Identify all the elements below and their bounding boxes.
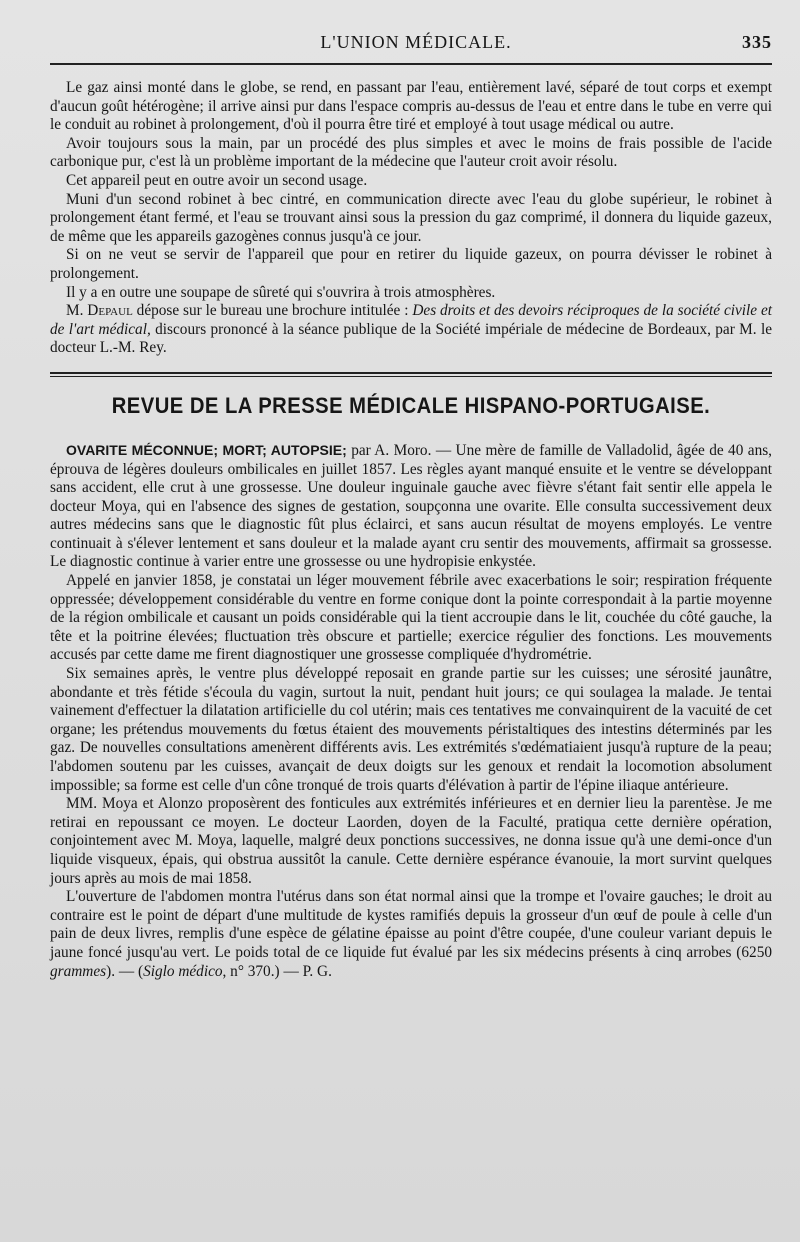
paragraph xyxy=(50,441,772,572)
paragraph-text: ). — ( xyxy=(106,962,144,980)
paragraph-text: par A. Moro. — Une mère de famille de Valladolid, âgée de 40 ans, éprouva de légères douleurs ombilicales en juillet 1857. Les règles ayant manqué ensuite et le ventre se développant sans accident, elle crut à une grossesse. Une douleur inguinale gauche avec fièvre s'étant fait sentir elle appela le docteur Moya, qui en l'absence des signes de gestation, soupçonna une ovarite. Elle consulta successivement deux autres médecins sans que le diagnostic fût plus éclairci, et sans aucun résultat de moyens employés. Le ventre continuait à s'élever lentement et sans douleur et la malade ayant cru sentir des mouvements, affirmait sa grossesse. Le diagnostic continue à varier entre une grossesse ou une hydropisie enkystée. xyxy=(50,441,772,571)
paragraph: Appelé en janvier 1858, je constatai un léger mouvement fébrile avec exacerbations le soir; respiration fréquente oppressée; développement considérable du ventre en forme conique dont la pointe correspondait à la partie moyenne de la région ombilicale et causant un poids considérable qui la tient accroupie dans le lit, couchée du côté gauche, la tête et la poitrine élevées; fluctuation très obscure et partielle; exercice régulier des fonctions. Les mouvements accusés par cette dame me firent diagnostiquer une grossesse compliquée d'hydrométrie. xyxy=(50,572,772,664)
running-header xyxy=(50,32,772,53)
source-title: Siglo médico xyxy=(143,962,223,980)
paragraph: MM. Moya et Alonzo proposèrent des fonticules aux extrémités inférieures et en dernier lieu la parentèse. Je me retirai en repoussant ce moyen. Le docteur Laorden, doyen de la Faculté, pratiqua cette dernière opération, conjointement avec M. Moya, laquelle, malgré deux ponctions successives, ne donna issue qu'à une demi-once d'un liquide visqueux, épais, qui obstrua aussitôt la canule. Cette dernière espérance évanouie, la mort survint quelques jours après au mois de mai 1858. xyxy=(50,795,772,887)
intro-text xyxy=(50,79,772,358)
paragraph xyxy=(50,302,772,358)
paragraph: Le gaz ainsi monté dans le globe, se rend, en passant par l'eau, entièrement lavé, séparé de tout corps et exempt d'aucun goût hétérogène; il arrive ainsi pur dans l'espace compris au-dessus de l'eau et entre dans le tube en verre qui le conduit au robinet à prolongement, d'où il pourra être tiré et employé à tout usage médical ou autre. xyxy=(50,79,772,134)
section-title: REVUE DE LA PRESSE MÉDICALE HISPANO-PORTUGAISE. xyxy=(111,392,711,418)
paragraph: Si on ne veut se servir de l'appareil que pour en retirer du liquide gazeux, on pourra dévisser le robinet à prolongement. xyxy=(50,246,772,282)
paragraph: Muni d'un second robinet à bec cintré, en communication directe avec l'eau du globe supérieur, le robinet à prolongement étant fermé, et l'eau se trouvant ainsi sous la pression du gaz comprimé, il donnera du liquide gazeux, de même que les appareils gazogènes connus jusqu'à ce jour. xyxy=(50,190,772,245)
unit-text: grammes xyxy=(50,962,107,980)
article-lead: OVARITE MÉCONNUE; MORT; AUTOPSIE; xyxy=(66,441,347,458)
paragraph-text: dépose sur le bureau une brochure intitulée : xyxy=(132,302,413,320)
journal-title: L'UNION MÉDICALE. xyxy=(320,32,512,52)
paragraph: Avoir toujours sous la main, par un procédé des plus simples et avec le moins de frais possible de l'acide carbonique pur, c'est là un problème important de la médecine que l'auteur croit avoir résolu. xyxy=(50,134,772,171)
paragraph xyxy=(50,888,772,981)
header-rule xyxy=(50,63,772,65)
speaker-name: M. Depaul xyxy=(66,302,133,320)
paragraph: Il y a en outre une soupape de sûreté qui s'ouvrira à trois atmosphères. xyxy=(66,283,496,301)
page-number: 335 xyxy=(742,32,772,52)
paragraph: Cet appareil peut en outre avoir un second usage. xyxy=(66,171,368,189)
section-divider xyxy=(50,372,772,377)
paragraph-text: , n° 370.) — P. G. xyxy=(222,962,332,980)
paragraph-text: L'ouverture de l'abdomen montra l'utérus dans son état normal ainsi que la trompe et l'ovaire gauches; le droit au contraire est le point de départ d'une multitude de kystes ramifiés depuis la grosseur d'un œuf de poule à celle d'un pain de deux livres, remplis d'une espèce de gélatine épaisse au point d'être coupée, d'une couleur variant depuis le jaune foncé jusqu'au vert. Le poids total de ce liquide fut évalué par les six médecins présents à cinq arrobes (6250 xyxy=(50,888,772,961)
brochure-title: Des droits et des devoirs réciproques de la société civile et de l'art médical, xyxy=(50,302,772,338)
paragraph-text: discours prononcé à la séance publique de la Société impériale de médecine de Bordeaux, par M. le docteur L.-M. Rey. xyxy=(50,320,773,357)
paragraph: Six semaines après, le ventre plus développé reposait en grande partie sur les cuisses; une sérosité jaunâtre, abondante et très fétide s'écoula du vagin, surtout la nuit, pendant huit jours; ce qui soulagea la malade. Je tentai vainement d'effectuer la dilatation artificielle du col utérin; mais ces tentatives me convainquirent de la vacuité de cet organe; les prétendus mouvements du fœtus étaient des mouvements péristaltiques des intestins déterminés par les gaz. De nouvelles consultations amenèrent différents avis. Les extrémités s'œdématiaient jusqu'à rupture de la peau; l'abdomen soutenu par les cuisses, avançait de deux doigts sur les genoux et rendait la locomotion absolument impossible; sa forme est celle d'un cône tronqué de trois quarts d'élévation à partir de l'épine iliaque antérieure. xyxy=(50,665,772,794)
section-text xyxy=(50,441,772,981)
